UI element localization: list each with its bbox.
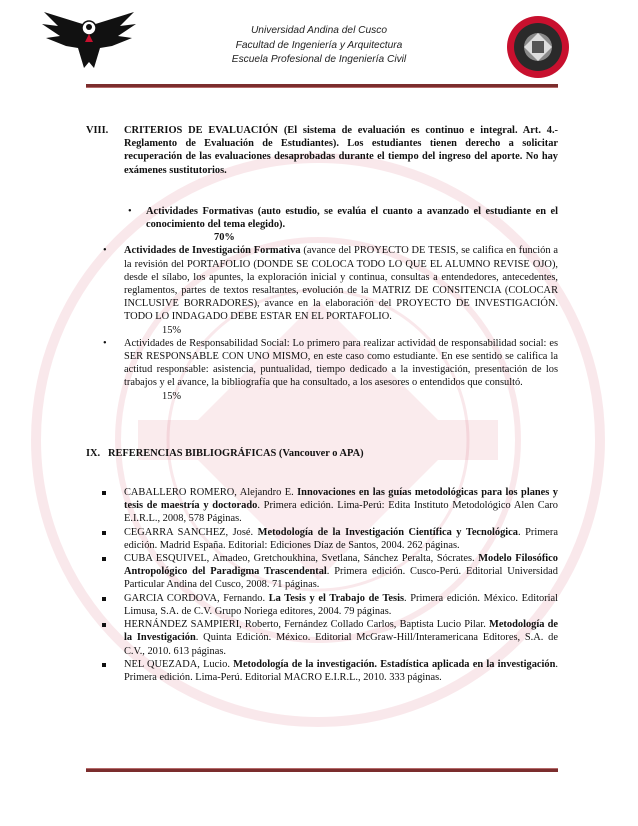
section-title: REFERENCIAS BIBLIOGRÁFICAS (Vancouver o APA) <box>108 447 364 459</box>
reference-title: Metodología de la Investigación <box>124 619 558 644</box>
square-bullet-icon <box>102 531 106 535</box>
criteria-social-percent: 15% <box>162 390 182 402</box>
list-item <box>86 337 558 390</box>
evaluation-criteria-list-2 <box>86 244 558 323</box>
bullet-icon: • <box>128 205 132 217</box>
reference-author: HERNÁNDEZ SAMPIERI, Roberto, Fernández Collado Carlos, Baptista Lucio Pilar. <box>124 619 490 631</box>
square-bullet-icon <box>102 623 106 627</box>
reference-item <box>86 552 558 592</box>
footer-rule <box>86 768 558 772</box>
bullet-icon: • <box>103 245 107 257</box>
reference-author: NEL QUEZADA, Lucio. <box>124 658 234 670</box>
reference-item <box>86 658 558 684</box>
reference-title: La Tesis y el Trabajo de Tesis <box>268 592 405 604</box>
list-item <box>86 244 558 323</box>
criteria-formative: Actividades Formativas (auto estudio, se evalúa el cuanto a avanzado el estudiante en el conocimiento del tema elegido). <box>146 205 558 231</box>
criteria-formative-percent: 70% <box>214 232 235 244</box>
section-number: VIII. <box>86 125 109 136</box>
engineering-seal-logo <box>498 14 578 80</box>
square-bullet-icon <box>102 491 106 495</box>
criteria-research-percent: 15% <box>162 324 182 336</box>
eagle-logo <box>40 8 138 74</box>
reference-details: . Primera edición. Lima-Perú: Edita Instituto Metodológico Alen Caro E.I.R.L., 2008, 578 Páginas. <box>124 500 558 525</box>
faculty-name: Facultad de Ingeniería y Arquitectura <box>235 39 403 51</box>
reference-details: . Quinta Edición. México. Editorial McGraw-Hill/Interamericana Editores, S.A. de C.V., 2010. 613 páginas. <box>124 632 558 657</box>
reference-details: . Primera edición. México. Editorial Limusa, S.A. de C.V. Grupo Noriega editores, 2004. 79 páginas. <box>124 592 559 617</box>
section-title: CRITERIOS DE EVALUACIÓN (El sistema de evaluación es continuo e integral. Art. 4.- Reglamento de Evaluación de Estudiantes). Los estudiantes tienen derecho a solicitar recuperación de las evaluaciones desaprobadas durante el tiempo del ingreso del aporte. No hay exámenes sustitutorios. <box>124 125 558 176</box>
section-viii-heading <box>86 124 558 177</box>
reference-author: CABALLERO ROMERO, Alejandro E. <box>124 487 298 499</box>
university-name: Universidad Andina del Cusco <box>250 25 388 36</box>
reference-title: Metodología de la investigación. Estadística aplicada en la investigación <box>233 658 556 670</box>
criteria-research-text: (avance del PROYECTO DE TESIS, se califica en función a la revisión del PORTAFOLIO (DONDE SE COLOCA TODO LO QUE EL ALUMNO REVISE OJO), desde el sílabo, los apuntes, la exploración inicial y continua, consultas a entendedores, antecedentes, reglamentos, partes de textos resaltantes, evolución de la MATRIZ DE CONSITENCIA (COLOCAR INCLUSIVE BORRADORES), avance en la elaboración del PROYECTO DE INVESTIGACIÓN. TODO LO INDAGADO DEBE ESTAR EN EL PORTAFOLIO. <box>124 245 558 323</box>
references-list <box>86 486 558 684</box>
evaluation-criteria-list <box>86 205 558 231</box>
reference-item <box>86 592 558 618</box>
bullet-icon: • <box>103 337 107 349</box>
reference-details: . Primera edición. Madrid España. Editorial: Ediciones Díaz de Santos, 2004. 262 páginas. <box>124 526 558 551</box>
reference-item <box>86 486 558 526</box>
section-ix-heading <box>86 447 558 460</box>
reference-item <box>86 618 558 658</box>
reference-title: Innovaciones en las guías metodológicas para los planes y tesis de maestría y doctorado <box>124 487 558 512</box>
header-rule <box>86 84 558 88</box>
section-number: IX. <box>86 447 101 459</box>
square-bullet-icon <box>102 597 106 601</box>
reference-details: . Primera edición. Cusco-Perú. Editorial Universidad Particular Andina del Cusco, 2008. 71 páginas. <box>124 566 558 591</box>
reference-title: Modelo Filosófico Antropológico del Paradigma Trascendental <box>124 553 558 578</box>
evaluation-criteria-list-3 <box>86 337 558 390</box>
square-bullet-icon <box>102 557 106 561</box>
reference-author: GARCIA CORDOVA, Fernando. <box>124 592 269 604</box>
reference-title: Metodología de la Investigación Científica y Tecnológica <box>257 526 518 538</box>
reference-author: CUBA ESQUIVEL, Amadeo, Gretchoukhina, Svetlana, Sánchez Peralta, Sócrates. <box>124 553 479 565</box>
criteria-research-lead: Actividades de Investigación Formativa <box>124 245 301 257</box>
school-name: Escuela Profesional de Ingeniería Civil <box>231 54 407 65</box>
document-body <box>86 124 558 684</box>
list-item <box>86 205 558 231</box>
square-bullet-icon <box>102 663 106 667</box>
reference-author: CEGARRA SANCHEZ, José. <box>124 526 258 538</box>
document-header <box>180 24 458 68</box>
reference-details: . Primera edición. Lima-Perú. Editorial MACRO E.I.R.L., 2010. 333 páginas. <box>124 658 558 683</box>
reference-item <box>86 526 558 552</box>
criteria-social-text: Actividades de Responsabilidad Social: Lo primero para realizar actividad de responsabilidad social: es SER RESPONSABLE CON UNO MISMO, en este caso como estudiante. En ese sentido se califica la actitud responsable: asistencia, puntualidad, tiempo dedicado a la investigación, presentación de los trabajos y el avance, la bibliografía que ha consultado, a los asesores o entendidos que consultó. <box>124 337 558 389</box>
